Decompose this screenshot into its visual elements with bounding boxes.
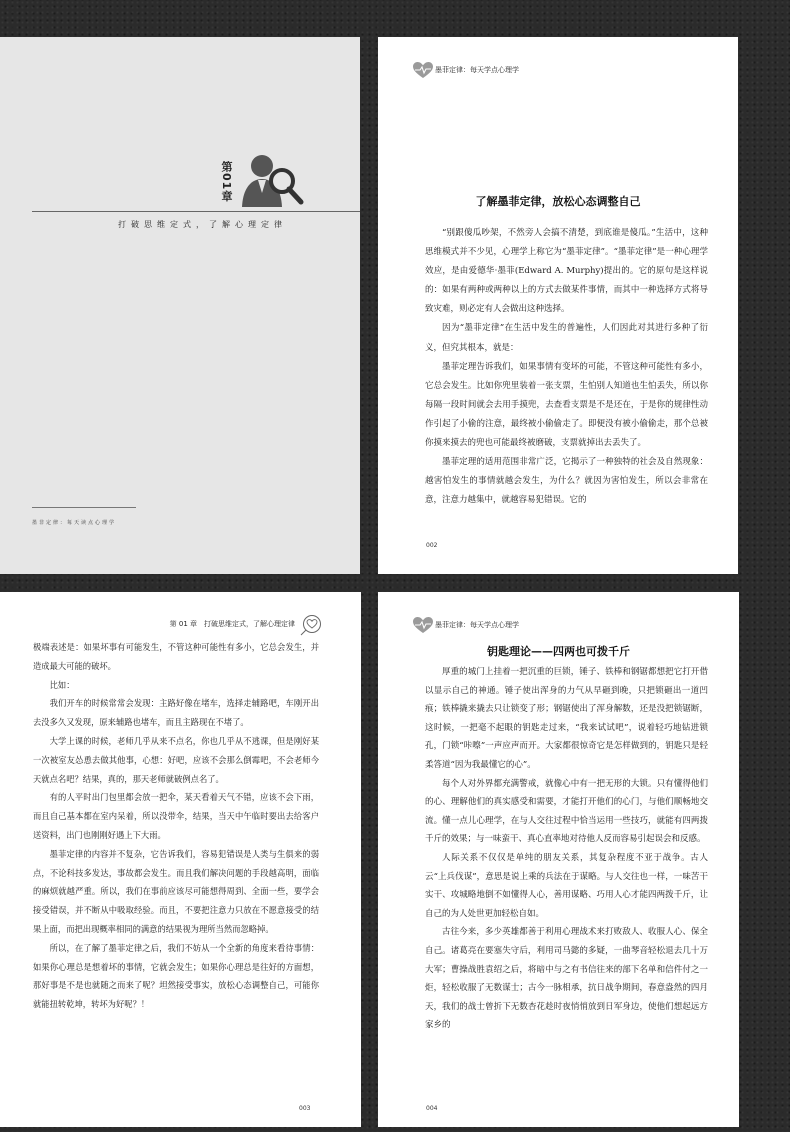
- paragraph: 墨菲定理的适用范围非常广泛，它揭示了一种独特的社会及自然现象：越害怕发生的事情就越会发生，为什么？就因为害怕发生，所以会非常在意，注意力越集中，就越容易犯错误。它的: [425, 457, 708, 506]
- footer-rule: [32, 507, 136, 508]
- running-head-text: 墨菲定律：每天学点心理学: [435, 621, 519, 629]
- page-number: 004: [426, 1105, 438, 1112]
- chapter-page-footer: 墨非定律：每天读点心理学: [32, 520, 117, 526]
- running-head-text: 第 01 章 打破思维定式，了解心理定律: [169, 620, 295, 628]
- chapter-rule: [32, 211, 360, 212]
- page-number: 003: [299, 1105, 311, 1112]
- paragraph: 有的人平时出门包里都会放一把伞，某天看着天气不错，应该不会下雨，而且自己基本都在室内呆着，所以没带伞，结果，当天中午临时要出去给客户送资料，出门也刚刚好遇上下大雨。: [33, 792, 319, 840]
- section-title: 了解墨菲定律，放松心态调整自己: [475, 195, 641, 208]
- paragraph: 人际关系不仅仅是单纯的朋友关系，其复杂程度不亚于战争。古人云“上兵伐谋”，意思是说上乘的兵法在于谋略。与人交往也一样，一味苦干实干、攻城略地倒不如懂得人心，善用谋略、巧用人心才能四两拨千斤，让自己的为人处世更加轻松自如。: [425, 852, 708, 919]
- chapter-subtitle: 打破思维定式，了解心理定律: [118, 220, 287, 229]
- page-number: 002: [426, 542, 438, 549]
- paragraph: 墨菲定律的内容并不复杂，它告诉我们，容易犯错误是人类与生俱来的弱点，不论科技多发达，事故都会发生。而且我们解决问题的手段越高明，面临的麻烦就越严重。所以，我们在事前应该尽可能想得周到、全面一些，要学会接受错误，并不断从中吸取经验。而且，不要把注意力只放在不愿意接受的结果上面，而把出现概率相同的满意的结果视为理所当然而忽略掉。: [33, 848, 319, 934]
- section-title: 钥匙理论——四两也可拨千斤: [487, 645, 630, 658]
- running-head-text: 墨菲定律：每天学点心理学: [435, 66, 519, 74]
- paragraph: 墨菲定理告诉我们，如果事情有变坏的可能，不管这种可能性有多小，它总会发生。比如你兜里装着一张支票，生怕别人知道也生怕丢失，所以你每隔一段时间就会去用手摸兜，去查看支票是不是还在，于是你的规律性动作引起了小偷的注意，最终被小偷偷走了。即便没有被小偷偷走，那个总被你摸来摸去的兜也可能最终被磨破，支票就掉出去丢失了。: [425, 361, 708, 449]
- paragraph: 大学上课的时候，老师几乎从来不点名，你也几乎从不逃课，但是刚好某一次被室友怂恿去做其他事，心想：好吧，应该不会那么倒霉吧，不会老师今天就点名吧？结果，真的，那天老师就破例点名了。: [33, 735, 319, 784]
- paragraph: 我们开车的时候常常会发现：主路好像在堵车，选择走辅路吧，车刚开出去没多久又发现，原来辅路也堵车，而且主路现在不堵了。: [33, 698, 319, 728]
- paragraph: 因为“墨菲定律”在生活中发生的普遍性，人们因此对其进行多种了衍义，但究其根本，就是：: [425, 323, 708, 353]
- page-002: [378, 37, 738, 574]
- heart-icon: [412, 61, 434, 79]
- body-text: [425, 224, 708, 510]
- paragraph: 每个人对外界都充满警戒，就像心中有一把无形的大锁。只有懂得他们的心、理解他们的真实感受和需要，才能打开他们的心门，与他们顺畅地交流。懂一点儿心理学，在与人交往过程中恰当运用一些技巧，就能有四两拨千斤的效果；与一味蛮干、真心直率地对待他人反而容易引起误会和反感。: [425, 778, 708, 845]
- person-magnifier-icon: [238, 151, 308, 209]
- paragraph: 比如：: [49, 679, 75, 690]
- chapter-title-page: [0, 37, 360, 574]
- paragraph: 所以，在了解了墨菲定律之后，我们不妨从一个全新的角度来看待事情：如果你心理总是想着坏的事情，它就会发生；如果你心理总是往好的方面想，那好事是不是也就随之而来了呢？坦然接受事实，放松心态调整自己，可能你就能扭转乾坤，转坏为好呢？！: [33, 942, 319, 1010]
- paragraph: 厚重的城门上挂着一把沉重的巨锁，锤子、铁棒和钢锯都想把它打开借以显示自己的神通。锤子使出浑身的力气从早砸到晚，只把锁砸出一道凹痕；铁棒撬来撬去只让锁变了形；钢锯使出了浑身解数，还是没把锁锯断，这时候，一把毫不起眼的钥匙走过来，“我来试试吧”，说着轻巧地钻进锁孔，门锁“咔嚓”一声应声而开。大家都很惊奇它是怎样做到的，钥匙只是轻柔答道“因为我最懂它的心”。: [425, 667, 708, 770]
- paragraph: “别跟傻瓜吵架，不然旁人会搞不清楚，到底谁是傻瓜。”生活中，这种思维模式并不少见，心理学上称它为“墨菲定律”。“墨菲定律”是一种心理学效应，是由爱德华·墨菲(Edward A. Murphy)提出的。它的原句是这样说的：如果有两种或两种以上的方式去做某件事情，而其中一种选择方式将导致灾难，则必定有人会做出这种选择。: [425, 228, 708, 315]
- page-003: [0, 592, 361, 1127]
- body-text: [33, 638, 319, 1014]
- body-text: [425, 663, 708, 1035]
- chapter-number: 第01章: [220, 161, 233, 203]
- heart-bulb-icon: [299, 614, 325, 636]
- heart-icon: [412, 616, 434, 634]
- paragraph: 古往今来，多少英雄都善于利用心理战术来打败敌人、收服人心、保全自己。诸葛亮在要塞失守后，利用司马懿的多疑，一曲琴音轻松退去几十万大军；曹操战胜袁绍之后，将暗中与之有书信往来的部下名单和信件付之一炬，轻松收服了无数谋士；古今一脉相承，抗日战争期间，春意盎然的四月天，我们的战士曾折下无数杏花趁时夜悄悄放到日军身边，使他们想起远方家乡的: [425, 927, 708, 1031]
- page-004: [378, 592, 739, 1127]
- paragraph: 极端表述是：如果坏事有可能发生，不管这种可能性有多小，它总会发生，并造成最大可能的破坏。: [33, 642, 319, 671]
